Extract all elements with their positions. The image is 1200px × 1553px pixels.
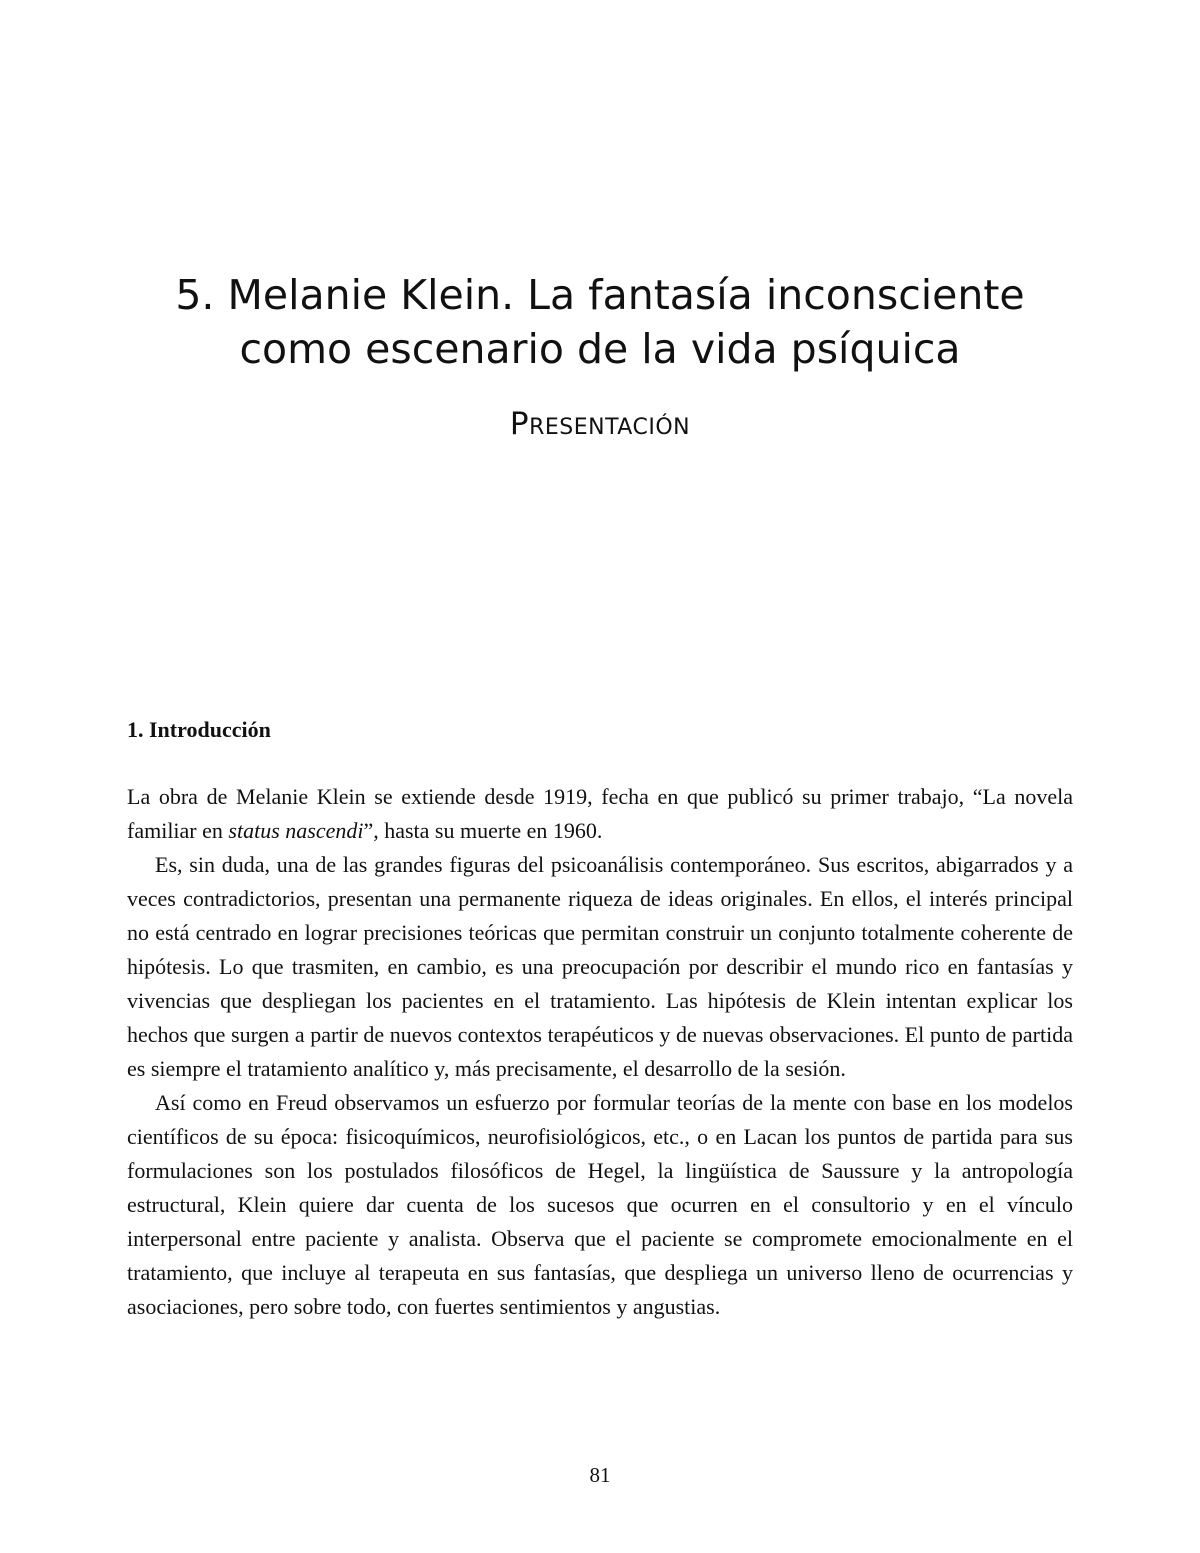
body-text [127, 713, 1073, 1324]
paragraph-1 [127, 780, 1073, 848]
chapter-title-line-1: 5. Melanie Klein. La fantasía inconsciente [175, 271, 1025, 319]
section-heading: 1. Introducción [127, 717, 271, 742]
paragraph-1-before: La obra de Melanie Klein se extiende desde 1919, fecha en que publicó su primer trabajo, “La novela familiar en [127, 784, 1073, 843]
chapter-title-line-2: como escenario de la vida psíquica [239, 325, 961, 373]
chapter-title [0, 268, 1200, 376]
paragraph-1-after: ”, hasta su muerte en 1960. [363, 818, 603, 843]
paragraph-2: Es, sin duda, una de las grandes figuras del psicoanálisis contemporáneo. Sus escritos, abigarrados y a veces contradictorios, presentan una permanente riqueza de ideas originales. En ellos, el interés principal no está centrado en lograr precisiones teóricas que permitan construir un conjunto totalmente coherente de hipótesis. Lo que trasmiten, en cambio, es una preocupación por describir el mundo rico en fantasías y vivencias que despliegan los pacientes en el tratamiento. Las hipótesis de Klein intentan explicar los hechos que surgen a partir de nuevos contextos terapéuticos y de nuevas observaciones. El punto de partida es siempre el tratamiento analítico y, más precisamente, el desarrollo de la sesión. [127, 852, 1073, 1081]
section-label: Presentación [509, 406, 691, 442]
paragraph-1-italic: status nascendi [228, 818, 364, 843]
page-number: 81 [589, 1463, 611, 1487]
paragraph-3: Así como en Freud observamos un esfuerzo por formular teorías de la mente con base en los modelos científicos de su época: fisicoquímicos, neurofisiológicos, etc., o en Lacan los puntos de partida para sus formulaciones son los postulados filosóficos de Hegel, la lingüística de Saussure y la antropología estructural, Klein quiere dar cuenta de los sucesos que ocurren en el consultorio y en el vínculo interpersonal entre paciente y analista. Observa que el paciente se compromete emocionalmente en el tratamiento, que incluye al terapeuta en sus fantasías, que despliega un universo lleno de ocurrencias y asociaciones, pero sobre todo, con fuertes sentimientos y angustias. [127, 1090, 1073, 1319]
